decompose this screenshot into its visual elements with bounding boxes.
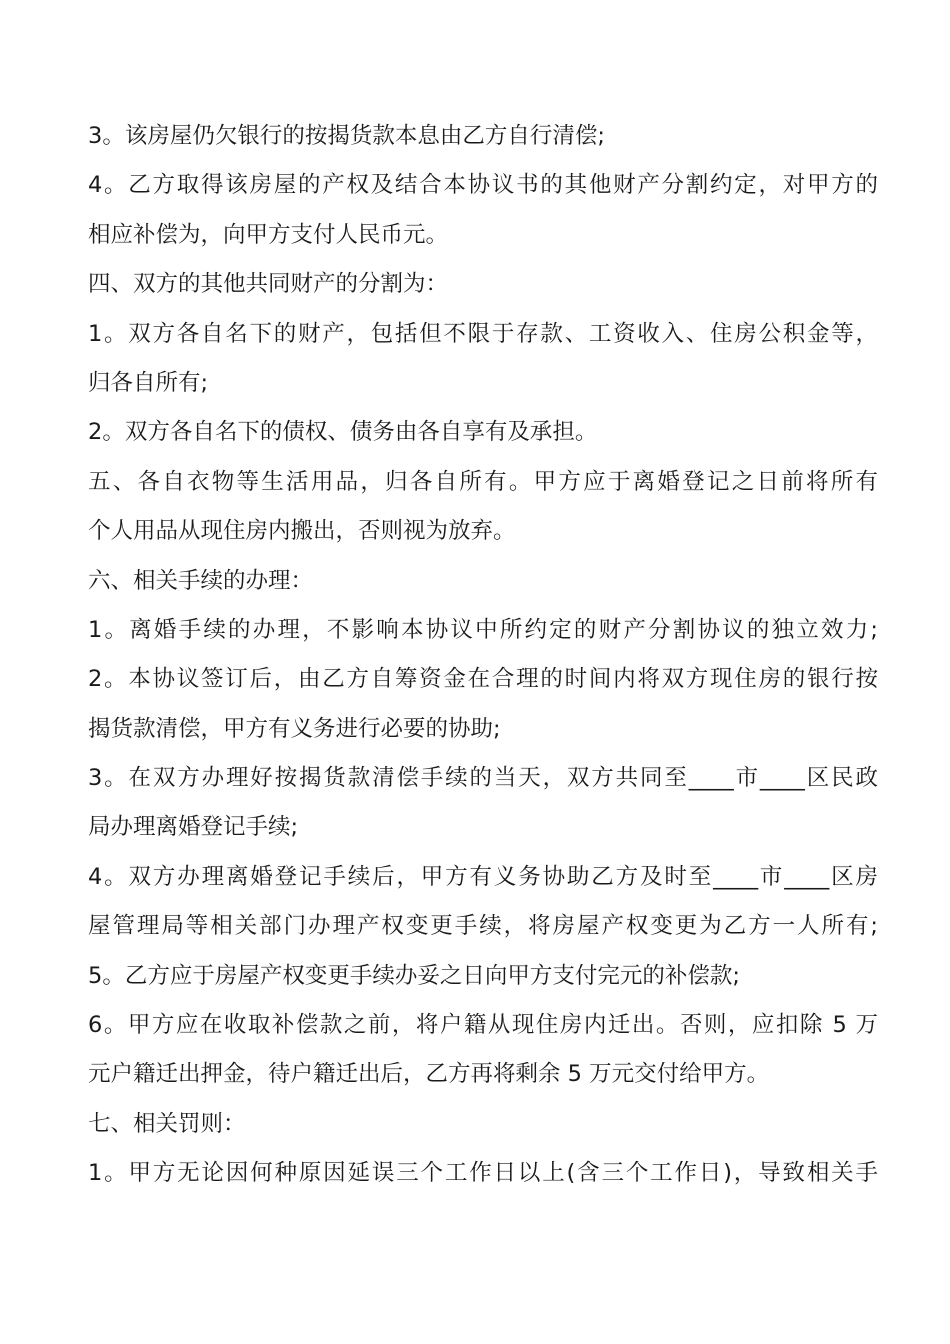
text-line: 5。乙方应于房屋产权变更手续办妥之日向甲方支付完元的补偿款;: [88, 962, 740, 989]
section-heading: 五、各自衣物等生活用品，归各自所有。甲方应于离婚登记之日前将所有: [88, 468, 878, 495]
text-line: 归各自所有;: [88, 369, 209, 396]
section-heading: 四、双方的其他共同财产的分割为：: [88, 271, 449, 298]
text-line: 3。该房屋仍欠银行的按揭货款本息由乙方自行清偿;: [88, 123, 605, 149]
text-line: 4。双方办理离婚登记手续后，甲方有义务协助乙方及时至____市____区房: [88, 863, 878, 890]
text-line: 3。在双方办理好按揭货款清偿手续的当天，双方共同至____市____区民政: [88, 765, 878, 792]
text-line: 局办理离婚登记手续;: [88, 814, 299, 841]
text-line: 相应补偿为，向甲方支付人民币元。: [88, 221, 449, 248]
text-line: 屋管理局等相关部门办理产权变更手续，将房屋产权变更为乙方一人所有;: [88, 913, 878, 940]
section-heading: 六、相关手续的办理：: [88, 567, 314, 594]
text-line: 6。甲方应在收取补偿款之前，将户籍从现住房内迁出。否则，应扣除 5 万: [88, 1012, 878, 1039]
text-line: 2。双方各自名下的债权、债务由各自享有及承担。: [88, 419, 598, 446]
text-line: 元户籍迁出押金，待户籍迁出后，乙方再将剩余 5 万元交付给甲方。: [88, 1061, 770, 1088]
text-line: 1。甲方无论因何种原因延误三个工作日以上(含三个工作日)，导致相关手: [88, 1160, 878, 1187]
text-line: 2。本协议签订后，由乙方自筹资金在合理的时间内将双方现住房的银行按: [88, 666, 878, 693]
text-line: 1。离婚手续的办理，不影响本协议中所约定的财产分割协议的独立效力;: [88, 616, 878, 643]
text-line: 揭货款清偿，甲方有义务进行必要的协助;: [88, 715, 501, 742]
section-heading: 七、相关罚则：: [88, 1110, 246, 1137]
text-line: 4。乙方取得该房屋的产权及结合本协议书的其他财产分割约定，对甲方的: [88, 172, 878, 199]
agreement-text: [88, 112, 878, 1199]
text-line: 个人用品从现住房内搬出，否则视为放弃。: [88, 518, 516, 545]
text-line: 1。双方各自名下的财产，包括但不限于存款、工资收入、住房公积金等，: [88, 320, 878, 347]
